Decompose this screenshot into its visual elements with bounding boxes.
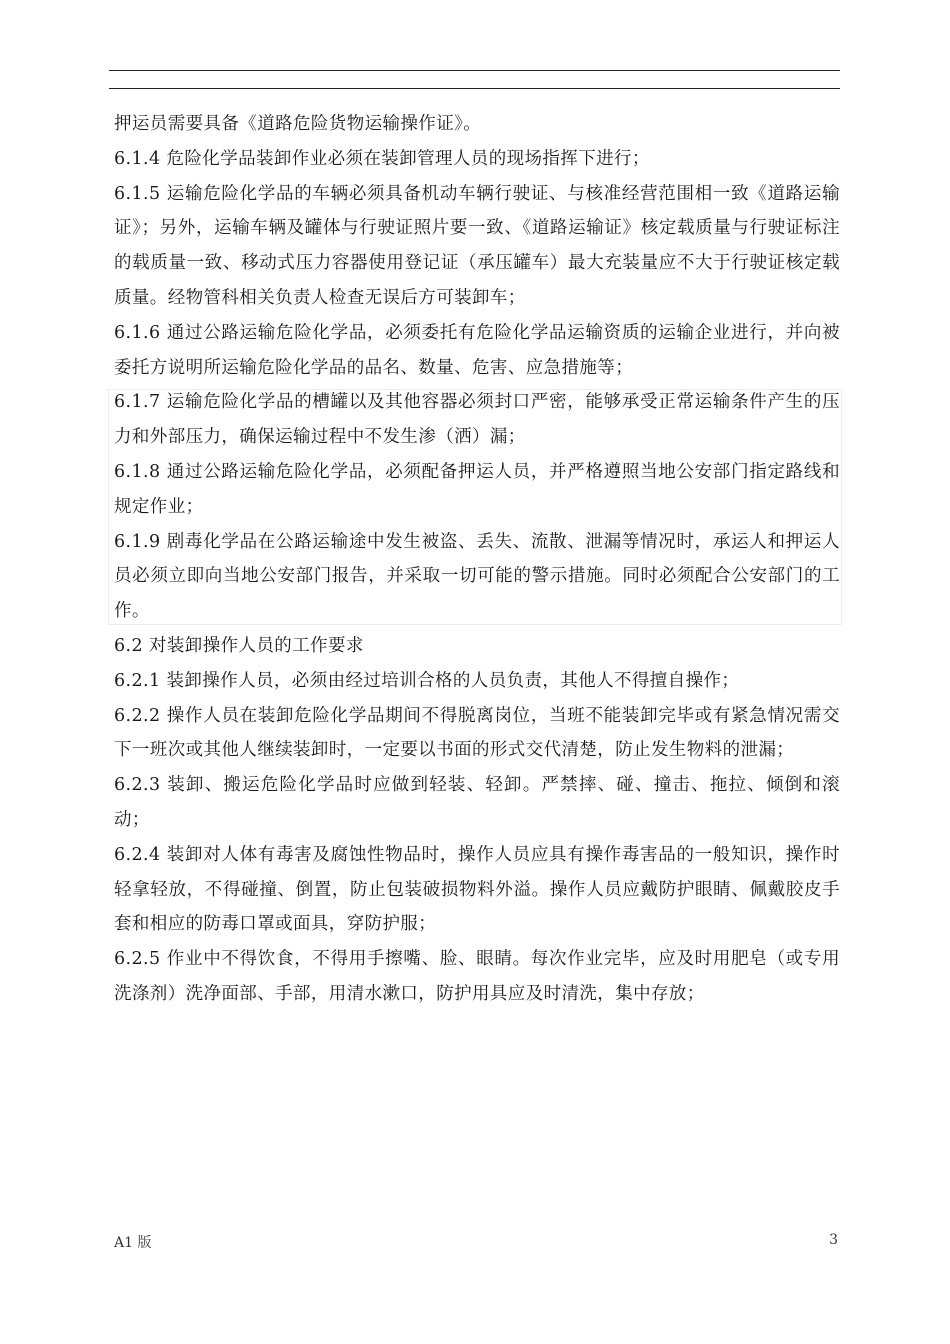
paragraph-6-2-2: 6.2.2 操作人员在装卸危险化学品期间不得脱离岗位，当班不能装卸完毕或有紧急情况需交下一班次或其他人继续装卸时，一定要以书面的形式交代清楚，防止发生物料的泄漏； (114, 705, 840, 761)
header-rule-top (109, 70, 840, 71)
paragraph-6-1-6: 6.1.6 通过公路运输危险化学品，必须委托有危险化学品运输资质的运输企业进行，并向被委托方说明所运输危险化学品的品名、数量、危害、应急措施等； (114, 322, 840, 378)
paragraph-6-2-3: 6.2.3 装卸、搬运危险化学品时应做到轻装、轻卸。严禁摔、碰、撞击、拖拉、倾倒和滚动； (114, 775, 840, 830)
paragraph-6-2-4: 6.2.4 装卸对人体有毒害及腐蚀性物品时，操作人员应具有操作毒害品的一般知识，操作时轻拿轻放，不得碰撞、倒置，防止包装破损物料外溢。操作人员应戴防护眼睛、佩戴胶皮手套和相应的防毒口罩或面具，穿防护服； (114, 844, 840, 935)
paragraph-6-1-7: 6.1.7 运输危险化学品的槽罐以及其他容器必须封口严密，能够承受正常运输条件产生的压力和外部压力，确保运输过程中不发生渗（洒）漏； (114, 392, 840, 448)
footer-version: A1 版 (114, 1235, 152, 1251)
header-rule-bottom (109, 88, 840, 89)
paragraph-6-1-5: 6.1.5 运输危险化学品的车辆必须具备机动车辆行驶证、与核准经营范围相一致《道路运输证》；另外，运输车辆及罐体与行驶证照片要一致、《道路运输证》核定载质量与行驶证标注的载质量一致、移动式压力容器使用登记证（承压罐车）最大充装量应不大于行驶证核定载质量。经物管科相关负责人检查无误后方可装卸车； (114, 183, 840, 308)
paragraph-6-1-4: 6.1.4 危险化学品装卸作业必须在装卸管理人员的现场指挥下进行； (114, 148, 650, 169)
paragraph-escort-certificate: 押运员需要具备《道路危险货物运输操作证》。 (114, 114, 482, 134)
paragraph-6-1-9: 6.1.9 剧毒化学品在公路运输途中发生被盗、丢失、流散、泄漏等情况时，承运人和押运人员必须立即向当地公安部门报告，并采取一切可能的警示措施。同时必须配合公安部门的工作。 (114, 531, 840, 622)
footer-page-number: 3 (829, 1232, 838, 1248)
boxed-section (114, 385, 840, 629)
section-heading-6-2: 6.2 对装卸操作人员的工作要求 (114, 635, 364, 656)
paragraph-6-1-8: 6.1.8 通过公路运输危险化学品，必须配备押运人员，并严格遵照当地公安部门指定路线和规定作业； (114, 461, 840, 517)
paragraph-6-2-5: 6.2.5 作业中不得饮食，不得用手擦嘴、脸、眼睛。每次作业完毕，应及时用肥皂（或专用洗涤剂）洗净面部、手部，用清水漱口，防护用具应及时清洗，集中存放； (114, 949, 840, 1004)
document-body (114, 107, 840, 1012)
paragraph-6-2-1: 6.2.1 装卸操作人员，必须由经过培训合格的人员负责，其他人不得擅自操作； (114, 670, 740, 691)
